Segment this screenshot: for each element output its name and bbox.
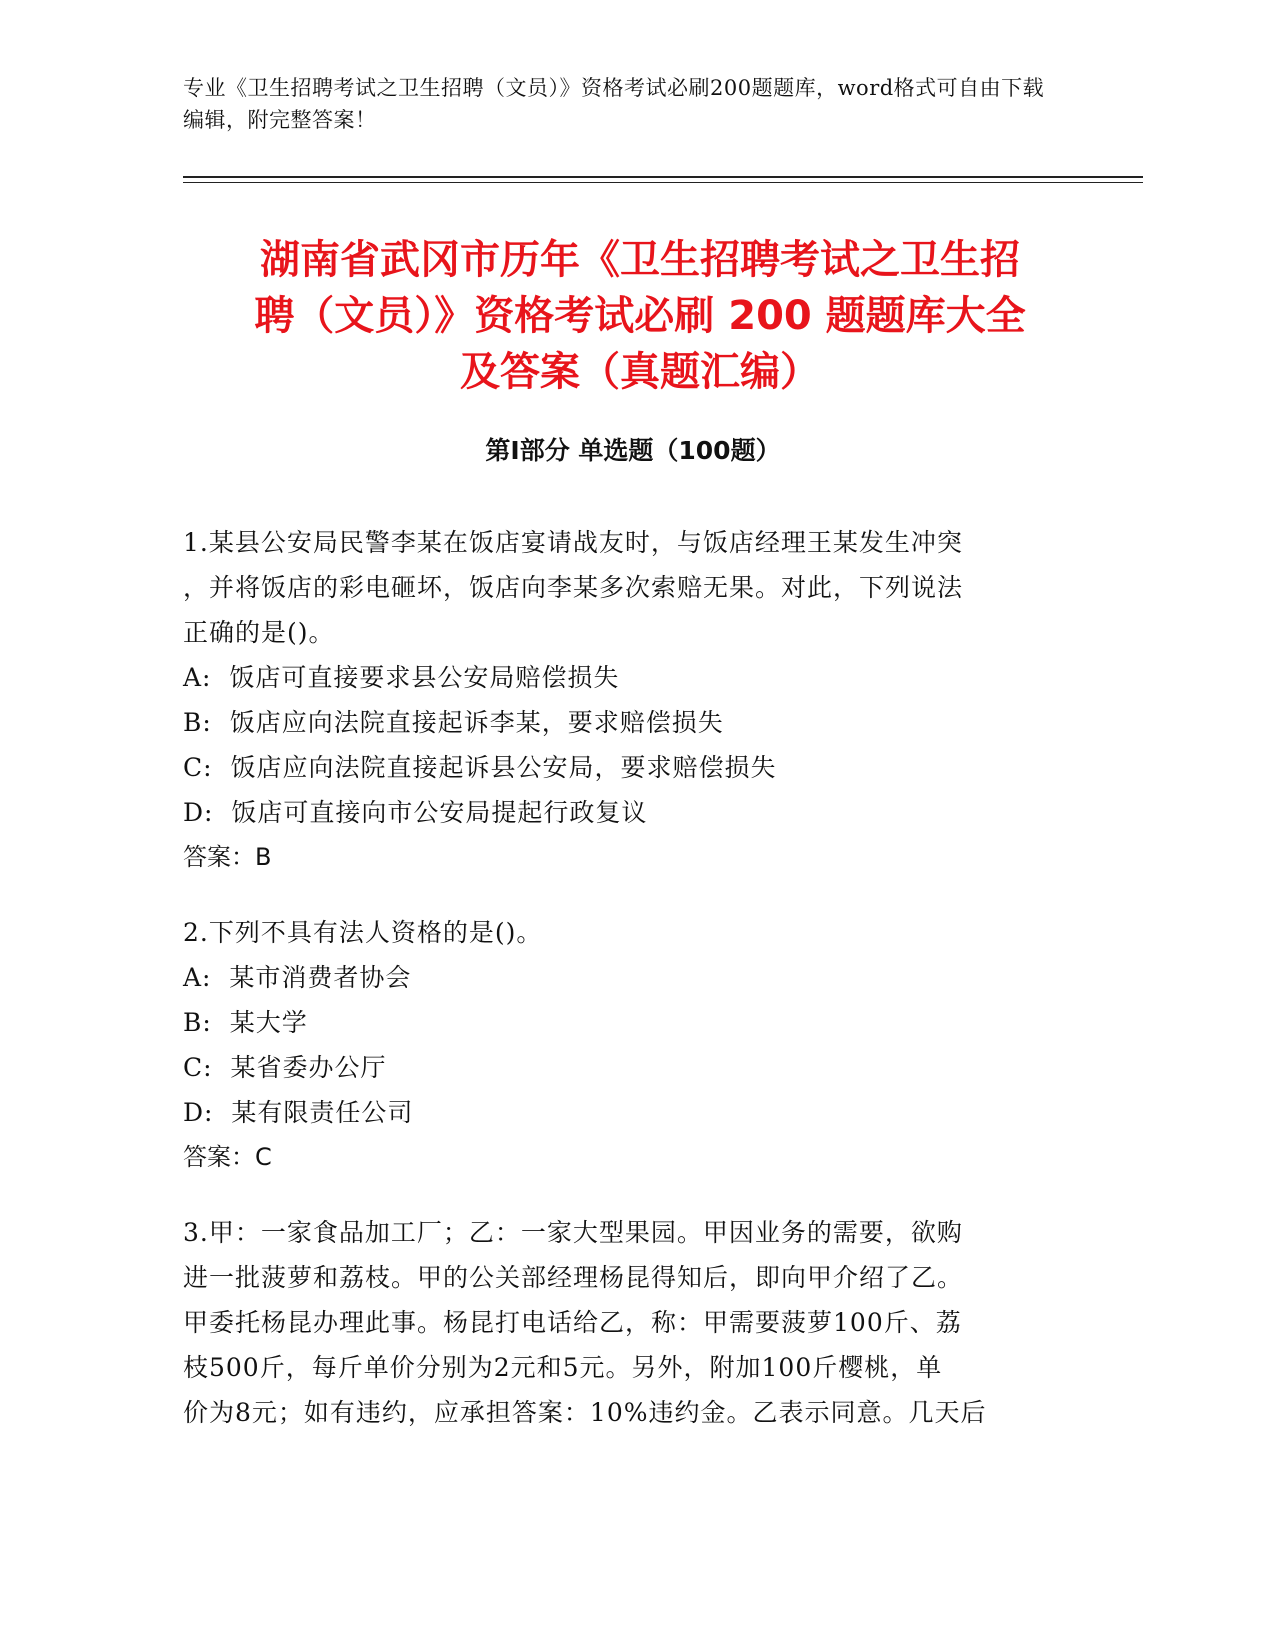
- question-text-line: 甲委托杨昆办理此事。杨昆打电话给乙，称：甲需要菠萝100斤、荔: [183, 1308, 962, 1337]
- option-d: D: 饭店可直接向市公安局提起行政复议: [183, 798, 648, 827]
- answer: 答案：C: [183, 1143, 272, 1171]
- question-1: [183, 520, 1063, 880]
- section-title: 第Ⅰ部分 单选题（100题）: [485, 436, 781, 465]
- question-text-line: 进一批菠萝和荔枝。甲的公关部经理杨昆得知后，即向甲介绍了乙。: [183, 1263, 964, 1292]
- header-divider-thick: [183, 176, 1143, 178]
- option-b: B: 某大学: [183, 1008, 308, 1037]
- document-title: [190, 232, 1090, 400]
- question-text-line: ，并将饭店的彩电砸坏，饭店向李某多次索赔无果。对此，下列说法: [183, 573, 964, 602]
- answer: 答案：B: [183, 843, 272, 871]
- header-note: 专业《卫生招聘考试之卫生招聘（文员）》资格考试必刷200题题库，word格式可自由下载编辑，附完整答案！: [183, 76, 1045, 132]
- title-line: 湖南省武冈市历年《卫生招聘考试之卫生招: [260, 237, 1020, 283]
- header-divider-thin: [183, 182, 1143, 183]
- option-c: C: 饭店应向法院直接起诉县公安局，要求赔偿损失: [183, 753, 777, 782]
- question-text-line: 价为8元；如有违约，应承担答案：10%违约金。乙表示同意。几天后: [183, 1398, 987, 1427]
- question-text-line: 1.某县公安局民警李某在饭店宴请战友时，与饭店经理王某发生冲突: [183, 528, 963, 557]
- question-text-line: 正确的是()。: [183, 618, 335, 647]
- option-c: C: 某省委办公厅: [183, 1053, 387, 1082]
- option-a: A: 某市消费者协会: [183, 963, 412, 992]
- question-text-line: 3.甲：一家食品加工厂；乙：一家大型果园。甲因业务的需要，欲购: [183, 1218, 963, 1247]
- question-2: [183, 910, 1063, 1180]
- option-a: A: 饭店可直接要求县公安局赔偿损失: [183, 663, 620, 692]
- title-line: 及答案（真题汇编）: [460, 349, 820, 395]
- title-line: 聘（文员）》资格考试必刷 200 题题库大全: [254, 293, 1026, 339]
- option-b: B: 饭店应向法院直接起诉李某，要求赔偿损失: [183, 708, 724, 737]
- question-text-line: 枝500斤，每斤单价分别为2元和5元。另外，附加100斤樱桃，单: [183, 1353, 943, 1382]
- option-d: D: 某有限责任公司: [183, 1098, 414, 1127]
- question-text-line: 2.下列不具有法人资格的是()。: [183, 918, 543, 947]
- question-3: [183, 1210, 1063, 1435]
- question-list: [183, 520, 1063, 1465]
